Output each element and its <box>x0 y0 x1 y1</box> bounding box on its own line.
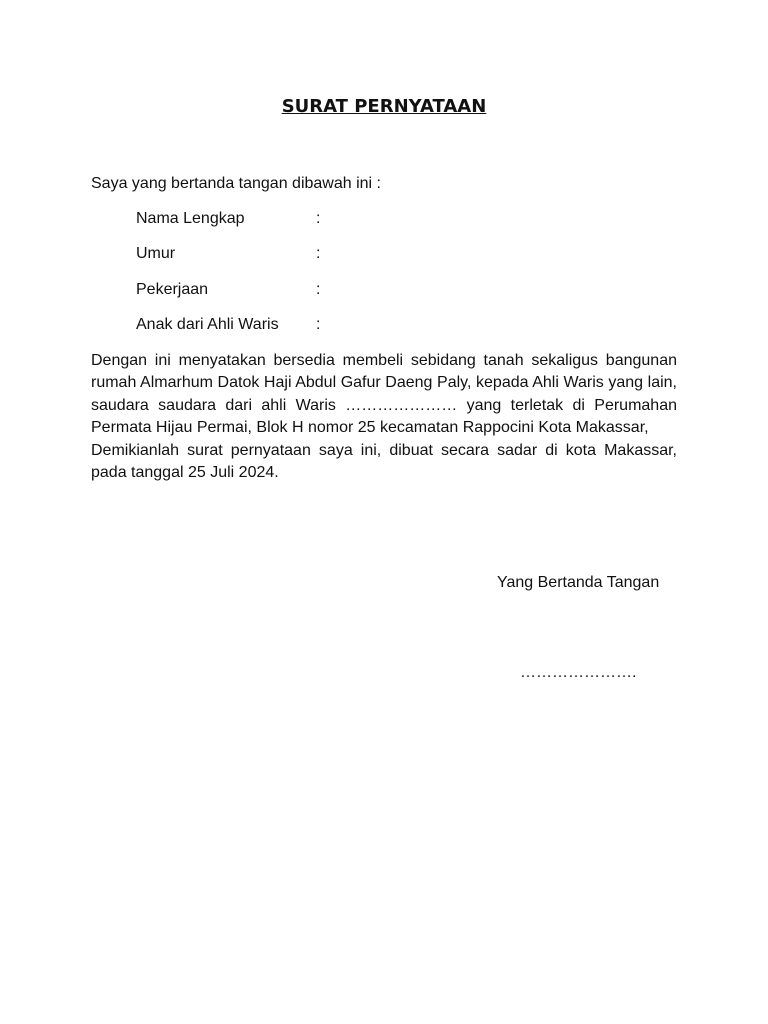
field-separator: : <box>316 245 321 262</box>
statement-body <box>91 350 677 484</box>
statement-paragraph: Dengan ini menyatakan bersedia membeli sebidang tanah sekaligus bangunan rumah Almarhum Datok Haji Abdul Gafur Daeng Paly, kepada Ahli Waris yang lain, saudara saudara dari ahli Waris ………………… yang terletak di Perumahan Permata Hijau Permai, Blok H nomor 25 kecamatan Rappocini Kota Makassar, <box>91 352 677 437</box>
field-separator: : <box>316 210 321 227</box>
field-separator: : <box>316 281 321 298</box>
field-label: Anak dari Ahli Waris <box>136 316 279 333</box>
field-separator: : <box>316 316 321 333</box>
field-label: Umur <box>136 245 176 262</box>
field-label: Pekerjaan <box>136 281 209 298</box>
document-title: SURAT PERNYATAAN <box>281 96 487 117</box>
field-row-pekerjaan <box>136 281 436 301</box>
field-row-umur <box>136 245 436 265</box>
field-label: Nama Lengkap <box>136 210 245 227</box>
closing-paragraph: Demikianlah surat pernyataan saya ini, dibuat secara sadar di kota Makassar, pada tanggal 25 Juli 2024. <box>91 441 677 482</box>
signature-placeholder: …………………. <box>520 664 637 681</box>
field-row-nama-lengkap <box>136 210 436 230</box>
signature-label: Yang Bertanda Tangan <box>497 574 660 591</box>
intro-text: Saya yang bertanda tangan dibawah ini : <box>91 175 381 192</box>
field-row-anak-ahli-waris <box>136 316 436 336</box>
